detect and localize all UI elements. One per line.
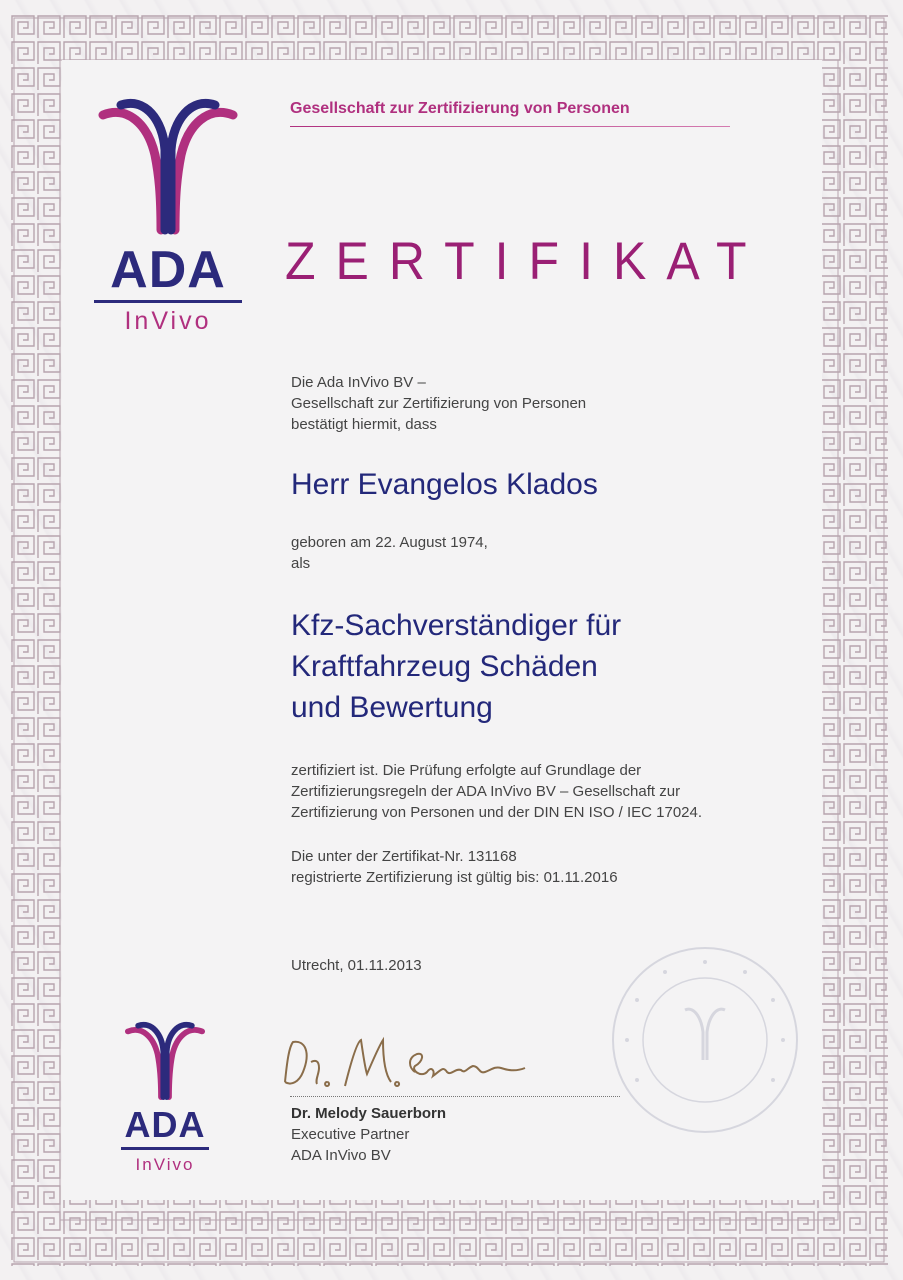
signer-role: Executive Partner (291, 1126, 410, 1143)
place-and-date: Utrecht, 01.11.2013 (291, 957, 422, 974)
ada-invivo-emblem-small-icon (120, 1020, 210, 1100)
signer-company: ADA InVivo BV (291, 1147, 391, 1164)
ada-invivo-logo (88, 95, 248, 334)
recipient-name: Herr Evangelos Klados (291, 468, 598, 501)
logo-divider (94, 300, 242, 303)
ada-invivo-emblem-icon (93, 95, 243, 235)
profession-line-2: Kraftfahrzeug Schäden (291, 650, 598, 683)
logo-wordmark: ADA (110, 241, 226, 299)
validity-info (291, 846, 618, 888)
statement-line-1: zertifiziert ist. Die Prüfung erfolgte auf Grundlage der (291, 762, 642, 779)
logo-small-divider (121, 1147, 209, 1150)
certification-seal (605, 940, 805, 1140)
signature-line (290, 1096, 620, 1097)
signer-block (291, 1103, 446, 1166)
statement-line-2: Zertifizierungsregeln der ADA InVivo BV – Gesellschaft zur (291, 783, 681, 800)
certification-statement (291, 760, 702, 823)
als-text: als (291, 555, 311, 572)
valid-until: registrierte Zertifizierung ist gültig bis: 01.11.2016 (291, 869, 618, 886)
profession-line-3: und Bewertung (291, 691, 493, 724)
profession-line-1: Kfz-Sachverständiger für (291, 609, 622, 642)
handwritten-signature (275, 1032, 565, 1094)
intro-line-3: bestätigt hiermit, dass (291, 416, 437, 433)
signer-name: Dr. Melody Sauerborn (291, 1105, 447, 1122)
logo-subtitle: InVivo (124, 307, 212, 335)
profession-title (291, 605, 771, 728)
intro-text (291, 372, 586, 435)
intro-line-1: Die Ada InVivo BV – (291, 374, 426, 391)
ada-invivo-logo-small (115, 1020, 215, 1173)
logo-small-subtitle: InVivo (135, 1155, 195, 1174)
tagline-underline (290, 126, 730, 127)
logo-small-wordmark: ADA (124, 1104, 206, 1145)
certificate-title: ZERTIFIKAT (285, 231, 767, 291)
intro-line-2: Gesellschaft zur Zertifizierung von Personen (291, 395, 587, 412)
header-tagline: Gesellschaft zur Zertifizierung von Personen (290, 100, 630, 117)
birth-date: geboren am 22. August 1974, (291, 534, 488, 551)
birth-info (291, 532, 488, 574)
statement-line-3: Zertifizierung von Personen und der DIN EN ISO / IEC 17024. (291, 804, 703, 821)
certificate-number: Die unter der Zertifikat-Nr. 131168 (291, 848, 517, 865)
